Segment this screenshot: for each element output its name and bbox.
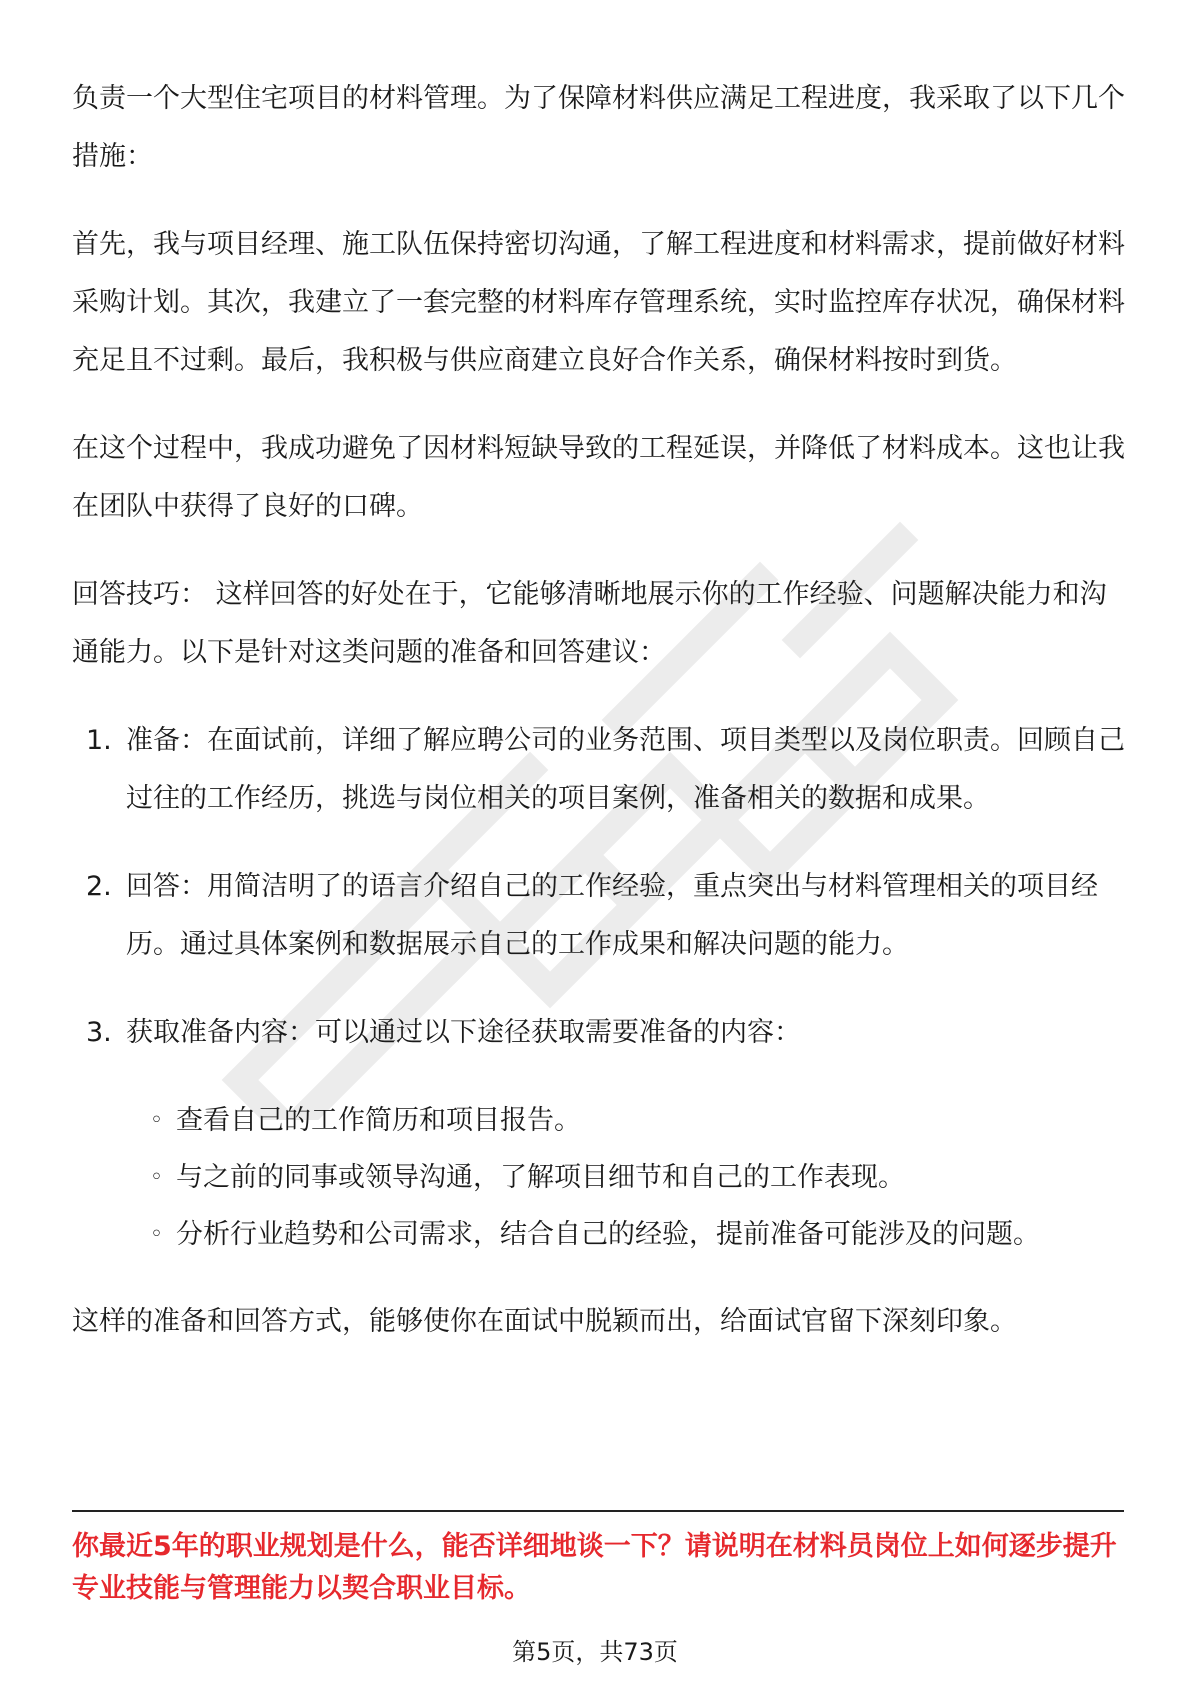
section-divider [72,1510,1124,1512]
result-paragraph: 在这个过程中，我成功避免了因材料短缺导致的工程延误，并降低了材料成本。这也让我在团队中获得了良好的口碑。 [72,433,1125,522]
measures-paragraph: 首先，我与项目经理、施工队伍保持密切沟通，了解工程进度和材料需求，提前做好材料采购计划。其次，我建立了一套完整的材料库存管理系统，实时监控库存状况，确保材料充足且不过剩。最后，我积极与供应商建立良好合作关系，确保材料按时到货。 [72,229,1125,376]
bullet-icon: ◦ [150,1108,163,1133]
list-number: 3. [86,1017,112,1048]
tips-paragraph: 回答技巧： 这样回答的好处在于，它能够清晰地展示你的工作经验、问题解决能力和沟通能力。以下是针对这类问题的准备和回答建议： [72,579,1107,668]
list-item-text: 获取准备内容：可以通过以下途径获取需要准备的内容： [126,1017,801,1048]
list-number: 2. [86,871,112,902]
page-content [72,70,1132,1381]
page-number: 第5页，共73页 [512,1638,678,1666]
bullet-item [72,1206,1132,1263]
bullet-text: 与之前的同事或领导沟通，了解项目细节和自己的工作表现。 [176,1162,905,1193]
list-item [72,858,1132,974]
next-question-heading: 你最近5年的职业规划是什么，能否详细地谈一下？请说明在材料员岗位上如何逐步提升专业技能与管理能力以契合职业目标。 [72,1531,1117,1604]
list-number: 1. [86,725,112,756]
bullet-text: 分析行业趋势和公司需求，结合自己的经验，提前准备可能涉及的问题。 [176,1219,1040,1250]
bullet-item [72,1092,1132,1149]
list-item [72,1004,1132,1062]
intro-paragraph: 负责一个大型住宅项目的材料管理。为了保障材料供应满足工程进度，我采取了以下几个措施： [72,83,1125,172]
bullet-text: 查看自己的工作简历和项目报告。 [176,1105,581,1136]
closing-paragraph: 这样的准备和回答方式，能够使你在面试中脱颖而出，给面试官留下深刻印象。 [72,1306,1017,1337]
list-item [72,712,1132,828]
list-item-text: 准备：在面试前，详细了解应聘公司的业务范围、项目类型以及岗位职责。回顾自己过往的工作经历，挑选与岗位相关的项目案例，准备相关的数据和成果。 [126,725,1125,814]
numbered-list [72,712,1132,1062]
bullet-list [72,1092,1132,1263]
bullet-icon: ◦ [150,1165,163,1190]
bullet-item [72,1149,1132,1206]
bullet-icon: ◦ [150,1222,163,1247]
list-item-text: 回答：用简洁明了的语言介绍自己的工作经验，重点突出与材料管理相关的项目经历。通过具体案例和数据展示自己的工作成果和解决问题的能力。 [126,871,1098,960]
